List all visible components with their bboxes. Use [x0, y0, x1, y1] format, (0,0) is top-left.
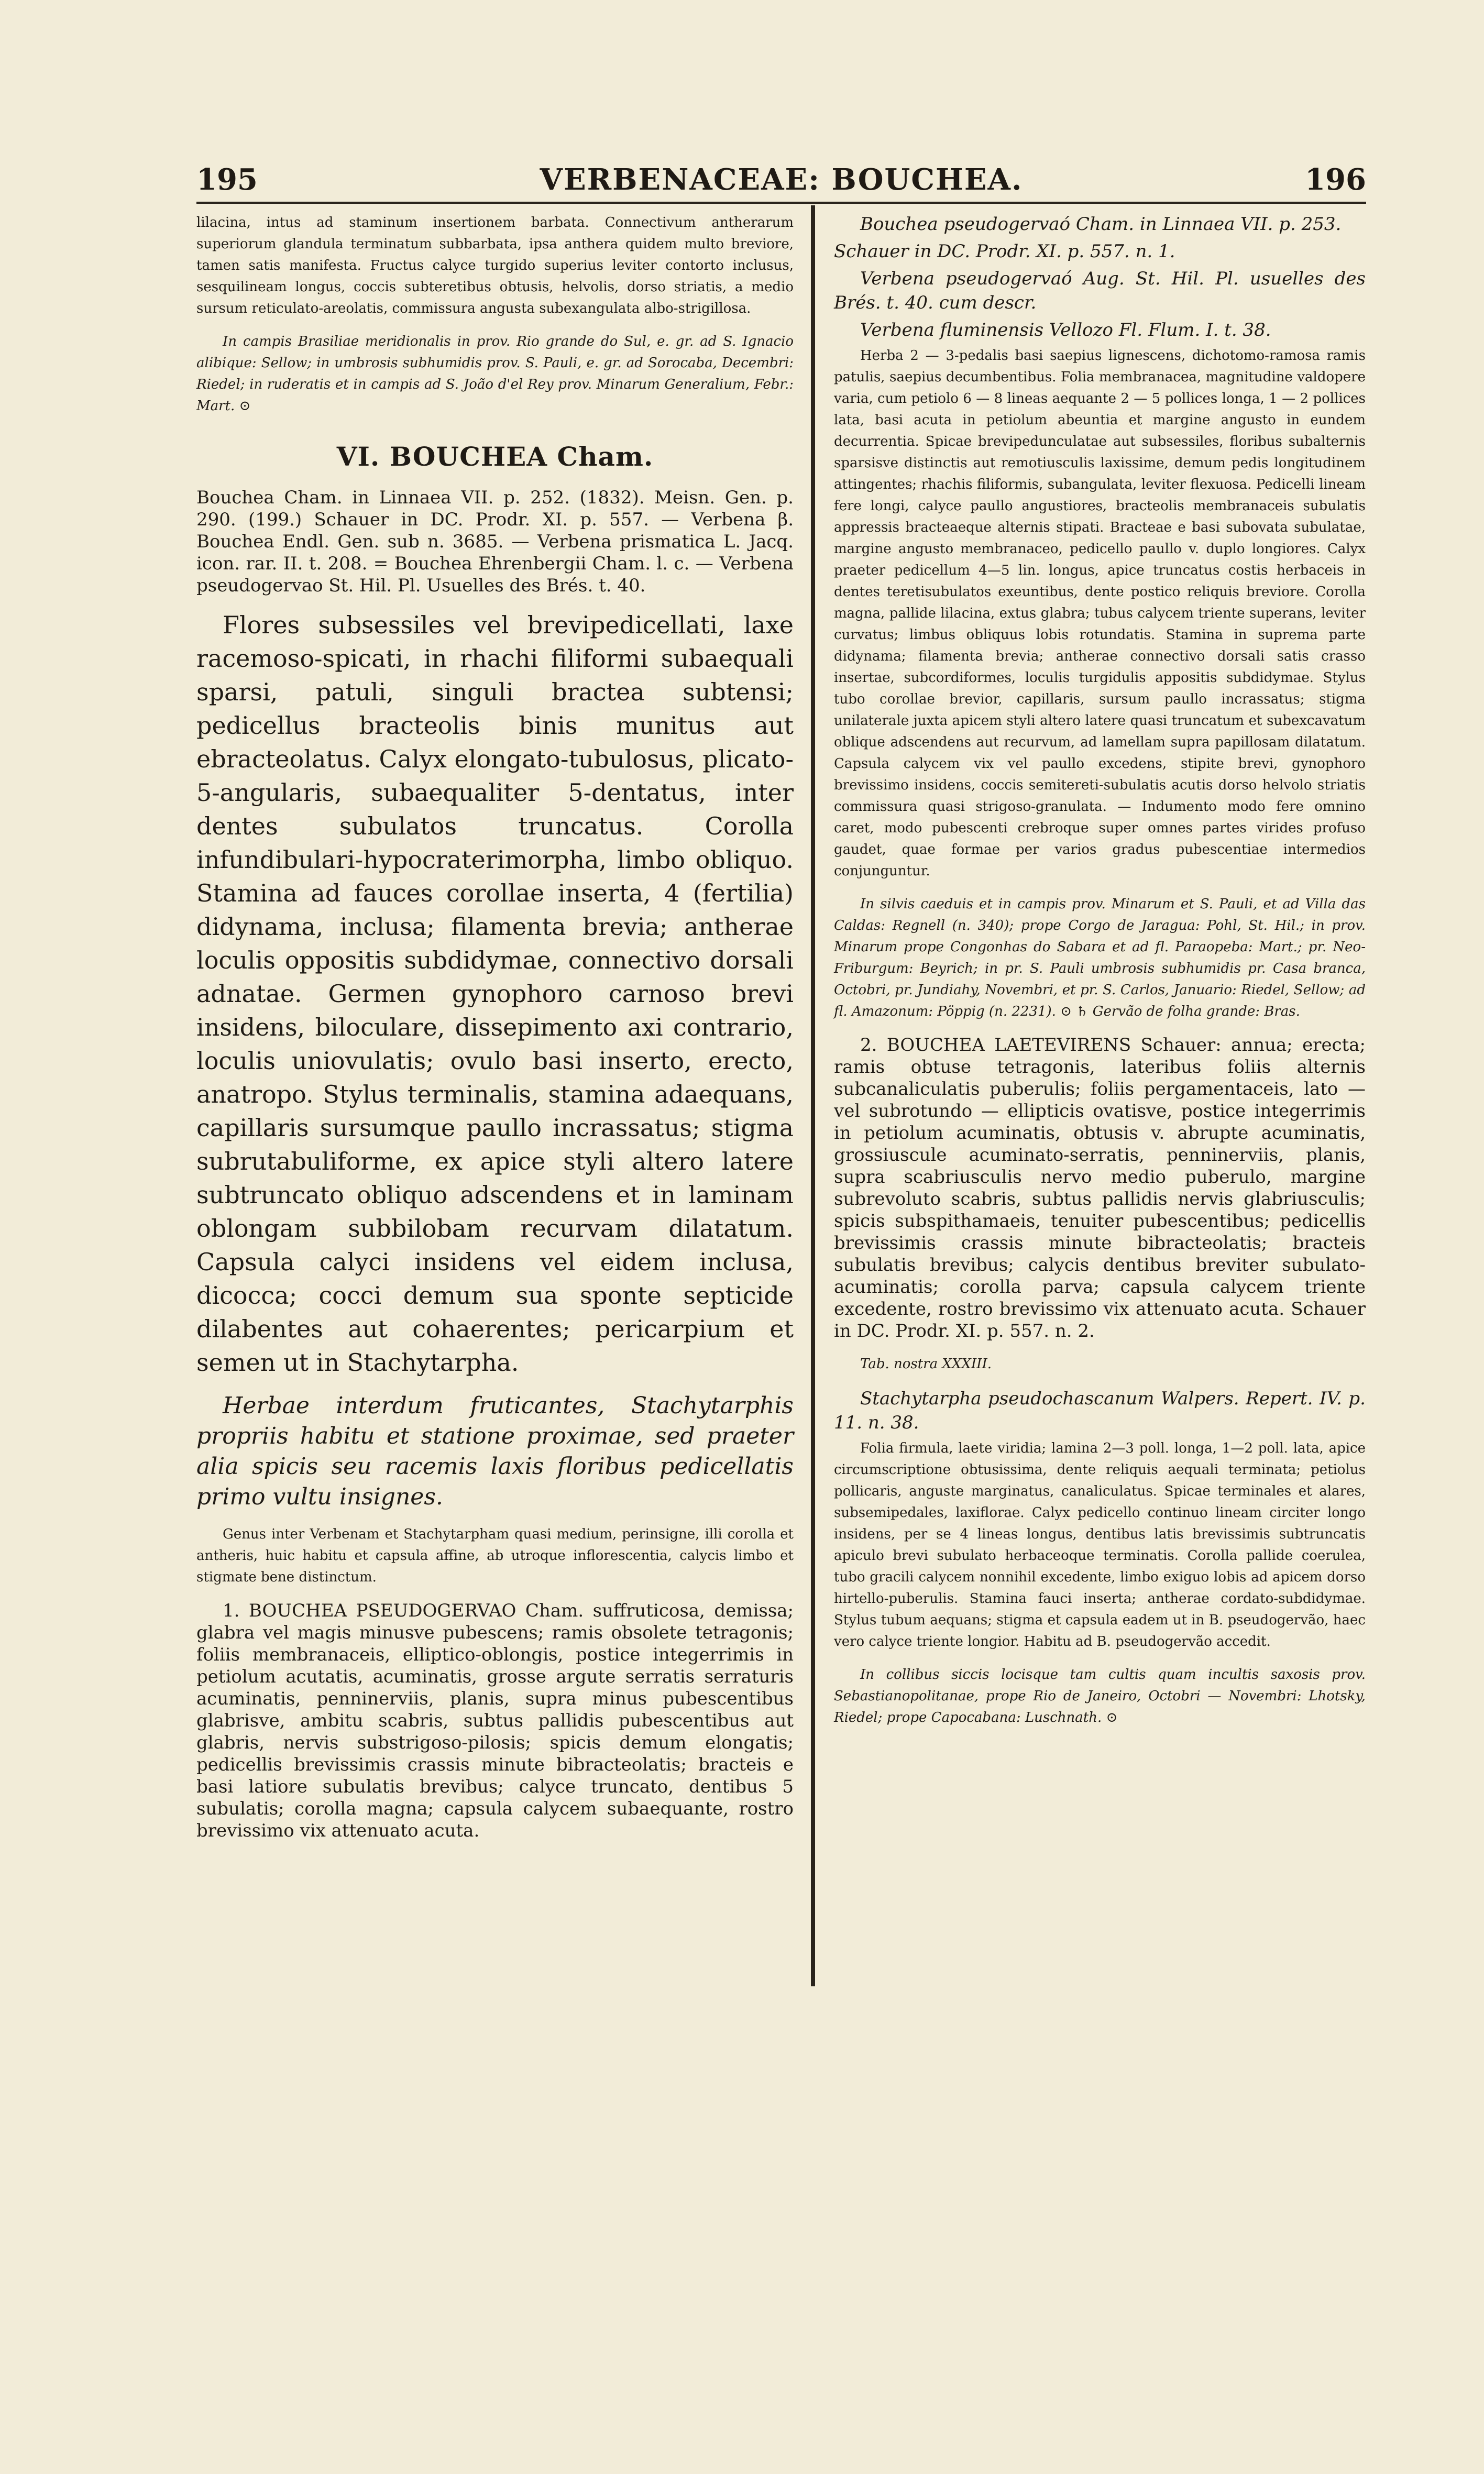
page-header — [196, 157, 1366, 204]
left-page-number: 195 — [196, 162, 258, 197]
species-1-details: Herba 2 — 3-pedalis basi saepius lignescens, dichotomo-ramosa ramis patulis, saepius decumbentibus. Folia membranacea, magnitudine valdopere varia, cum petiolo 6 — 8 lineas aequante 2 — 5 pollices longa, 1 — 2 pollices lata, basi acuta in petiolum abeuntia et margine angusto in eundem decurrentia. Spicae brevipedunculatae aut subsessiles, floribus subalternis sparsisve distinctis aut remotiusculis laxissime, demum pedis longitudinem attingentes; rhachis filiformis, subangulata, leviter flexuosa. Pedicelli lineam fere longi, calyce paullo angustiores, bracteolis membranaceis subulatis appressis bracteaeque alternis stipati. Bracteae e basi subovata subulatae, margine angusto membranaceo, pedicello paullo v. duplo longiores. Calyx praeter pedicellum 4—5 lin. longus, apice truncatus costis herbaceis in dentes teretisubulatos exeuntibus, dente postico reliquis breviore. Corolla magna, pallide lilacina, extus glabra; tubus calycem triente superans, leviter curvatus; limbus obliquus lobis rotundatis. Stamina in suprema parte didynama; filamenta brevia; antherae connectivo dorsali satis crasso insertae, subcordiformes, loculis turgidulis appositis subdidymae. Stylus tubo corollae brevior, capillaris, sursum paullo incrassatus; stigma unilaterale juxta apicem styli altero latere quasi truncatum et subexcavatum oblique adscendens aut recurvum, ad lamellam supra papillosam dilatatum. Capsula calycem vix vel paullo excedens, stipite brevi, gynophoro brevissimo insidens, coccis semitereti-subulatis acutis dorso helvolo striatis commissura quasi strigoso-granulata. — Indumento modo fere omnino caret, modo pubescenti crebroque super omnes partes virides profuso gaudet, quae formae per varios gradus pubescentiae intermedios conjunguntur. — [834, 348, 1366, 879]
column-divider — [811, 205, 815, 1986]
left-column — [196, 212, 794, 1853]
synonym-4: Verbena fluminensis Vellozo Fl. Flum. I. t. 38. — [860, 320, 1271, 340]
species-1-localities: In silvis caeduis et in campis prov. Minarum et S. Pauli, et ad Villa das Caldas: Regnell (n. 340); prope Corgo de Jaragua: Pohl, St. Hil.; in prov. Minarum prope Congonhas do Sabara et ad fl. Paraopeba: Mart.; pr. Neo-Friburgum: Beyrich; in pr. S. Pauli umbrosis subhumidis pr. Casa branca, Octobri, pr. Jundiahy, Novembri, et pr. S. Carlos, Januario: Riedel, Sellow; ad fl. Amazonum: Pöppig (n. 2231). ⊙ ♄ Gervão de folha grande: Bras. — [834, 896, 1366, 1019]
genus-description: Flores subsessiles vel brevipedicellati, laxe racemoso-spicati, in rhachi filiformi subaequali sparsi, patuli, singuli bractea subtensi; pedicellus bracteolis binis munitus aut ebracteolatus. Calyx elongato-tubulosus, plicato-5-angularis, subaequaliter 5-dentatus, inter dentes subulatos truncatus. Corolla infundibulari-hypocraterimorpha, limbo obliquo. Stamina ad fauces corollae inserta, 4 (fertilia) didynama, inclusa; filamenta brevia; antherae loculis oppositis subdidymae, connectivo dorsali adnatae. Germen gynophoro carnoso brevi insidens, biloculare, dissepimento axi contrario, loculis uniovulatis; ovulo basi inserto, erecto, anatropo. Stylus terminalis, stamina adaequans, capillaris sursumque paullo incrassatus; stigma subrutabuliforme, ex apice styli altero latere subtruncato obliquo adscendens et in laminam oblongam subbilobam recurvam dilatatum. Capsula calyci insidens vel eidem inclusa, dicocca; cocci demum sua sponte septicide dilabentes aut cohaerentes; pericarpium et semen ut in Stachytarpha. — [196, 611, 794, 1377]
genus-synonymy: Bouchea Cham. in Linnaea VII. p. 252. (1832). Meisn. Gen. p. 290. (199.) Schauer in DC. Prodr. XI. p. 557. — Verbena β. Bouchea Endl. Gen. sub n. 3685. — Verbena prismatica L. Jacq. icon. rar. II. t. 208. = Bouchea Ehrenbergii Cham. l. c. — Verbena pseudogervao St. Hil. Pl. Usuelles des Brés. t. 40. — [196, 487, 794, 596]
synonym-2: Schauer in DC. Prodr. XI. p. 557. n. 1. — [834, 241, 1175, 262]
description-continued: lilacina, intus ad staminum insertionem barbata. Connectivum antherarum superiorum glandula terminatum subbarbata, ipsa anthera quidem multo breviore, tamen satis manifesta. Fructus calyce turgido superius leviter contorto inclusus, sesquilineam longus, coccis subteretibus obtusis, helvolis, dorso striatis, a medio sursum reticulato-areolatis, commissura angusta subexangulata albo-strigillosa. — [196, 215, 794, 316]
synonym-3: Verbena pseudogervaó Aug. St. Hil. Pl. usuelles des Brés. t. 40. cum descr. — [834, 268, 1366, 313]
habit-paragraph: Herbae interdum fruticantes, Stachytarphis propriis habitu et statione proximae, sed praeter alia spicis seu racemis laxis floribus pedicellatis primo vultu insignes. — [196, 1392, 794, 1510]
right-column — [834, 212, 1366, 1740]
synonym-5: Stachytarpha pseudochascanum Walpers. Repert. IV. p. 11. n. 38. — [834, 1388, 1366, 1433]
species-2-details: Folia firmula, laete viridia; lamina 2—3 poll. longa, 1—2 poll. lata, apice circumscriptione obtusissima, dente reliquis aequali terminata; petiolus pollicaris, anguste marginatus, canaliculatus. Spicae terminales et alares, subsemipedales, laxiflorae. Calyx pedicello continuo lineam circiter longo insidens, per se 4 lineas longus, dentibus latis brevissimis subtruncatis apiculo brevi subulato herbaceoque terminatis. Corolla pallide coerulea, tubo gracili calycem nonnihil excedente, limbo exiguo lobis ad apicem dorso hirtello-puberulis. Stamina fauci inserta; antherae cordato-subdidymae. Stylus tubum aequans; stigma et capsula eadem ut in B. pseudogervão, haec vero calyce triente longior. Habitu ad B. pseudogervão accedit. — [834, 1441, 1366, 1650]
synonym-1: Bouchea pseudogervaó Cham. in Linnaea VII. p. 253. — [860, 214, 1342, 235]
species-2-description: 2. BOUCHEA LAETEVIRENS Schauer: annua; erecta; ramis obtuse tetragonis, lateribus foliis alternis subcanaliculatis puberulis; foliis pergamentaceis, lato — vel subrotundo — ellipticis ovatisve, postice integerrimis in petiolum acuminatis, obtusis v. abrupte acuminatis, grossiuscule acuminato-serratis, penninerviis, planis, supra scabriusculis nervo medio puberulo, margine subrevoluto scabris, subtus pallidis nervis glabriusculis; spicis subspithamaeis, tenuiter pubescentibus; pedicellis brevissimis crassis minute bibracteolatis; bracteis subulatis brevibus; calycis dentibus breviter subulato-acuminatis; corolla parva; capsula calycem triente excedente, rostro brevissimo vix attenuato acuta. Schauer in DC. Prodr. XI. p. 557. n. 2. — [834, 1035, 1366, 1342]
plate-reference: Tab. nostra XXXIII. — [860, 1356, 992, 1372]
genus-heading: VI. BOUCHEA Cham. — [336, 441, 654, 472]
species-2-localities: In collibus siccis locisque tam cultis quam incultis saxosis prov. Sebastianopolitanae, prope Rio de Janeiro, Octobri — Novembri: Lhotsky, Riedel; prope Capocabana: Luschnath. ⊙ — [834, 1667, 1366, 1725]
header-rule — [196, 202, 1366, 204]
species-1-description: 1. BOUCHEA PSEUDOGERVAO Cham. suffruticosa, demissa; glabra vel magis minusve pubescens; ramis obsolete tetragonis; foliis membranaceis, elliptico-oblongis, postice integerrimis in petiolum acutatis, acuminatis, grosse argute serratis serraturis acuminatis, penninerviis, planis, supra minus pubescentibus glabrisve, ambitu scabris, subtus pallidis pubescentibus aut glabris, nervis substrigoso-pilosis; spicis demum elongatis; pedicellis brevissimis crassis minute bibracteolatis; bracteis e basi latiore subulatis brevibus; calyce truncato, dentibus 5 subulatis; corolla magna; capsula calycem subaequante, rostro brevissimo vix attenuato acuta. — [196, 1600, 794, 1841]
right-page-number: 196 — [1305, 162, 1366, 197]
locality-paragraph: In campis Brasiliae meridionalis in prov. Rio grande do Sul, e. gr. ad S. Ignacio alibique: Sellow; in umbrosis subhumidis prov. S. Pauli, e. gr. ad Sorocaba, Decembri: Riedel; in ruderatis et in campis ad S. João d'el Rey prov. Minarum Generalium, Febr.: Mart. ⊙ — [196, 334, 794, 414]
running-title: VERBENACEAE: BOUCHEA. — [540, 162, 1023, 197]
genus-note: Genus inter Verbenam et Stachytarpham quasi medium, perinsigne, illi corolla et antheris, huic habitu et capsula affine, ab utroque inflorescentia, calycis limbo et stigmate bene distinctum. — [196, 1526, 794, 1585]
